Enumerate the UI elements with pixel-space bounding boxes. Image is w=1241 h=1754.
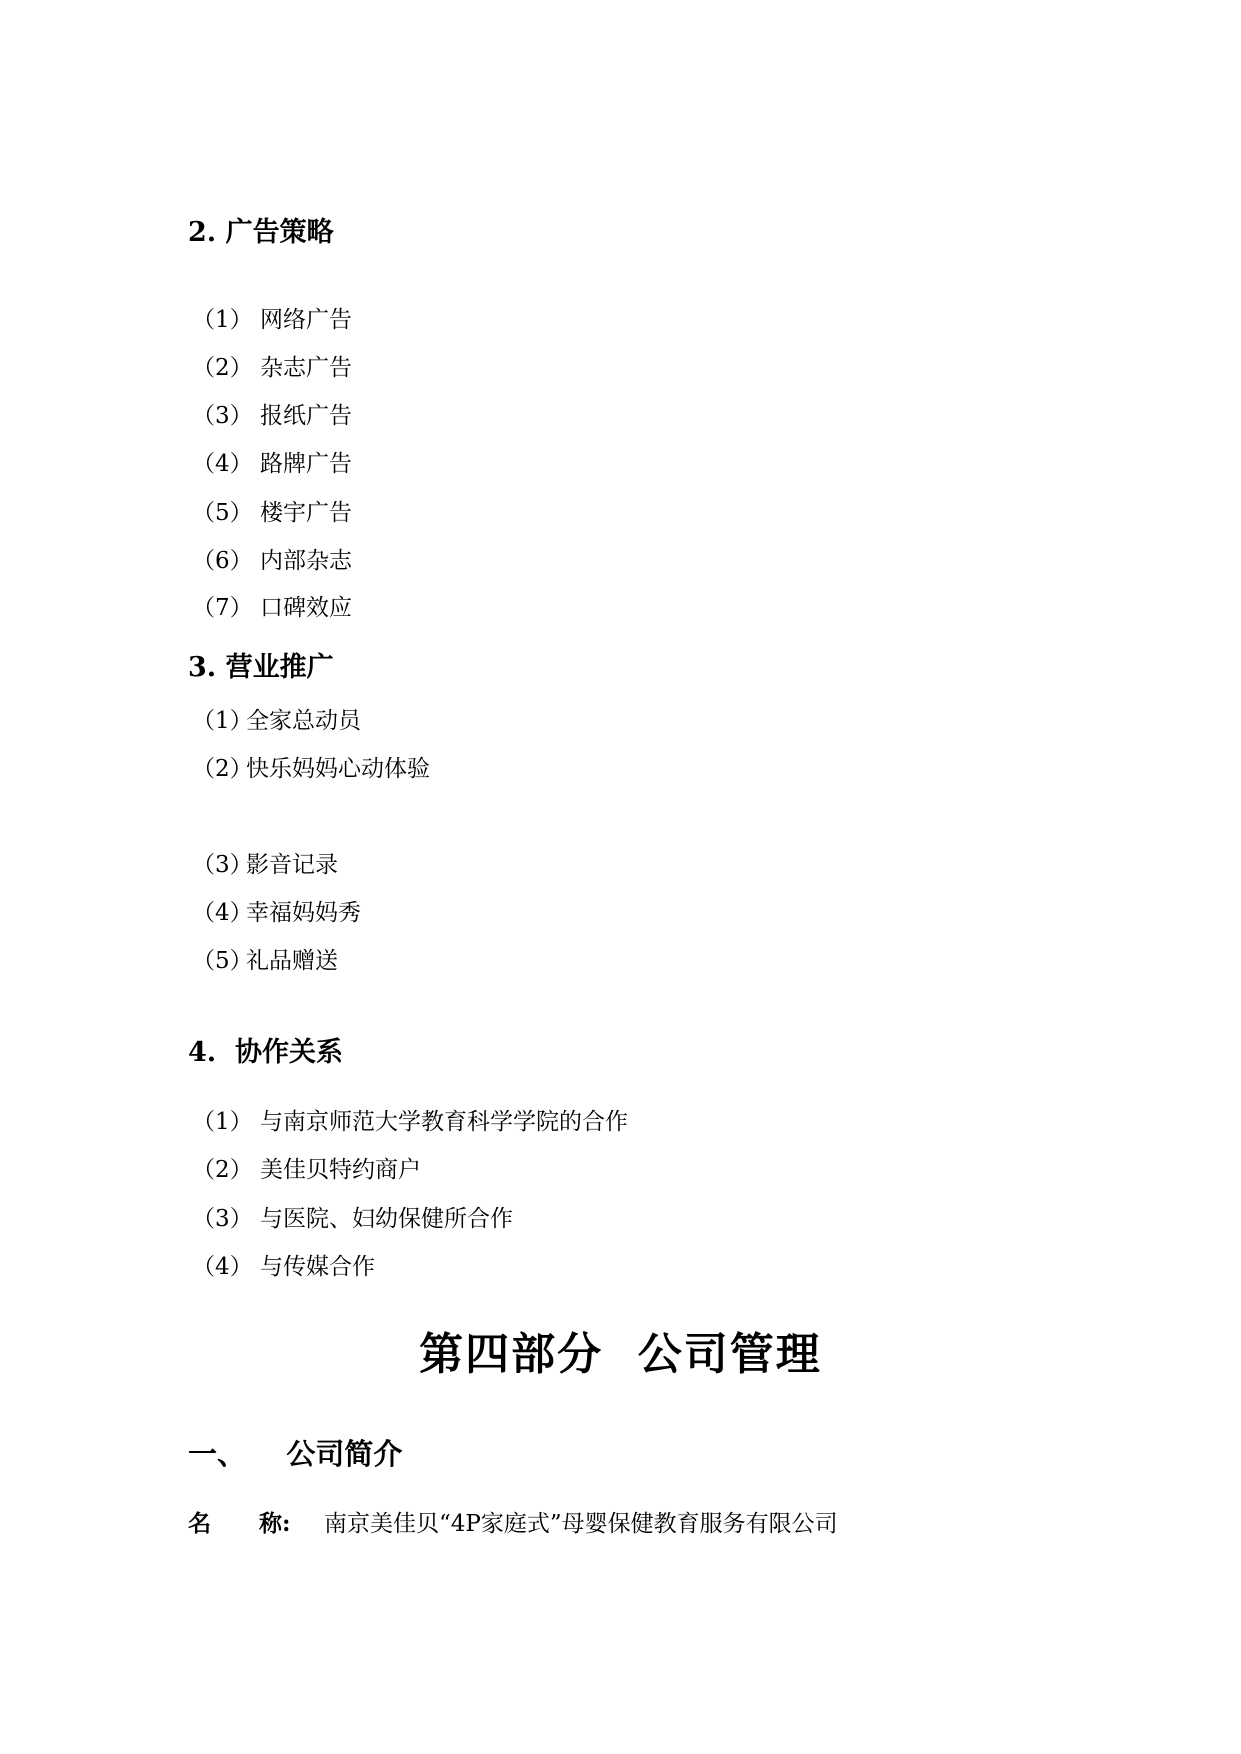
company-name-value: 南京美佳贝“4P家庭式”母婴保健教育服务有限公司 <box>324 1511 838 1537</box>
list-item-number: （4） <box>192 1254 253 1280</box>
section-heading-ad-strategy: 2. 广告策略 <box>188 217 334 248</box>
list-item-number: （2） <box>192 1157 253 1183</box>
list-item-number: （2） <box>192 355 253 381</box>
list-item <box>192 902 361 925</box>
list-item <box>192 502 352 525</box>
company-intro-heading: 一、 公司简介 <box>188 1437 403 1471</box>
section-heading-promotion: 3. 营业推广 <box>188 652 334 683</box>
list-item-text: 幸福妈妈秀 <box>246 900 361 926</box>
list-item-number: （3） <box>192 852 253 878</box>
list-item <box>192 405 352 428</box>
list-item-text: 与医院、妇幼保健所合作 <box>260 1206 513 1232</box>
list-item-number: （1） <box>192 708 253 734</box>
list-item-text: 内部杂志 <box>260 548 352 574</box>
list-item-text: 快乐妈妈心动体验 <box>246 756 430 782</box>
list-item-number: （5） <box>192 500 253 526</box>
part-title: 第四部分 公司管理 <box>419 1329 822 1380</box>
list-item <box>192 710 361 733</box>
section-heading-cooperation: 4. 协作关系 <box>188 1037 343 1068</box>
list-item-number: （7） <box>192 595 253 621</box>
list-item-text: 与南京师范大学教育科学学院的合作 <box>260 1109 628 1135</box>
list-item-text: 礼品赠送 <box>246 948 338 974</box>
list-item <box>192 950 338 973</box>
list-item-text: 路牌广告 <box>260 451 352 477</box>
list-item <box>192 854 338 877</box>
company-name-label: 名 称: <box>188 1510 291 1537</box>
list-item <box>192 357 352 380</box>
list-item-number: （2） <box>192 756 253 782</box>
list-item-number: （4） <box>192 451 253 477</box>
list-item <box>192 758 430 781</box>
list-item <box>192 1159 421 1182</box>
list-item <box>192 1111 628 1134</box>
list-item-number: （3） <box>192 403 253 429</box>
list-item-text: 报纸广告 <box>260 403 352 429</box>
list-item <box>192 309 352 332</box>
list-item-text: 口碑效应 <box>260 595 352 621</box>
list-item <box>192 597 352 620</box>
list-item-text: 杂志广告 <box>260 355 352 381</box>
list-item-number: （1） <box>192 307 253 333</box>
list-item-number: （6） <box>192 548 253 574</box>
list-item-number: （1） <box>192 1109 253 1135</box>
list-item-text: 与传媒合作 <box>260 1254 375 1280</box>
list-item <box>192 453 352 476</box>
list-item-text: 影音记录 <box>246 852 338 878</box>
list-item-text: 美佳贝特约商户 <box>260 1157 421 1183</box>
list-item-number: （3） <box>192 1206 253 1232</box>
list-item-text: 楼宇广告 <box>260 500 352 526</box>
list-item-text: 全家总动员 <box>246 708 361 734</box>
list-item-number: （5） <box>192 948 253 974</box>
list-item-text: 网络广告 <box>260 307 352 333</box>
list-item <box>192 1208 513 1231</box>
company-name-row <box>188 1512 838 1536</box>
list-item-number: （4） <box>192 900 253 926</box>
list-item <box>192 1256 375 1279</box>
list-item <box>192 550 352 573</box>
